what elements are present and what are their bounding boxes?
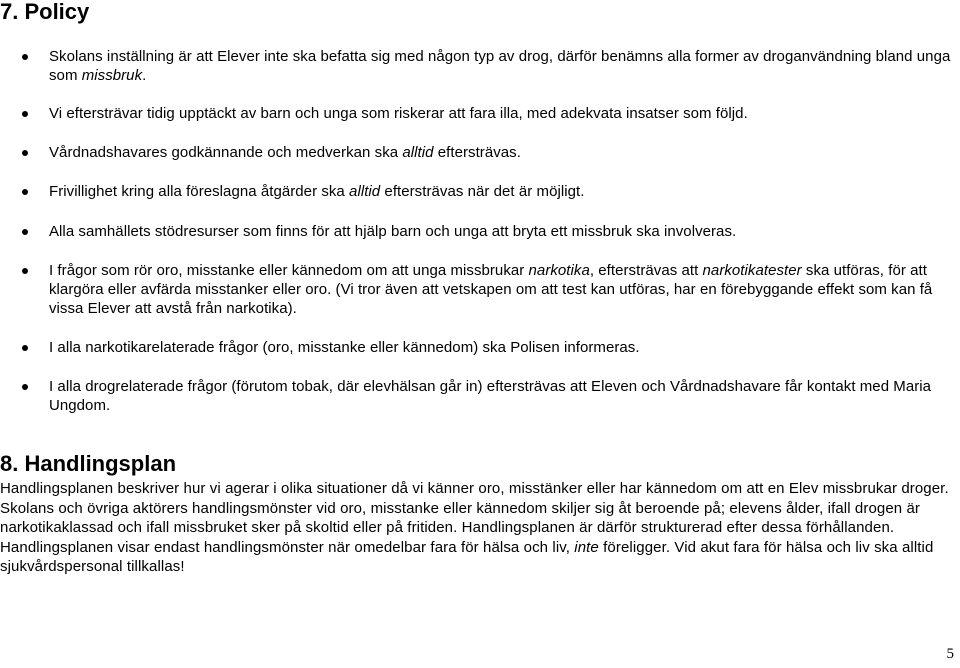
section-7-heading: 7. Policy	[0, 0, 90, 24]
text-run: föreligger. Vid akut fara för hälsa och liv ska alltid sjukvårdspersonal tillkallas!	[0, 538, 934, 575]
bullet-text	[49, 182, 957, 201]
bullet-text	[49, 338, 957, 357]
bullet-text	[49, 377, 957, 415]
text-run: Alla samhällets stödresurser som finns för att hjälp barn och unga att bryta ett missbruk ska involveras.	[49, 223, 737, 240]
emphasis-text: inte	[574, 538, 599, 556]
text-run: eftersträvas.	[433, 144, 521, 161]
page-number: 5	[946, 646, 954, 662]
text-run: Vårdnadshavares godkännande och medverkan ska	[49, 144, 403, 161]
bullet-text	[49, 47, 957, 85]
bullet-icon	[22, 268, 28, 274]
bullet-text	[49, 222, 957, 241]
text-run: , eftersträvas att	[589, 262, 703, 279]
bullet-icon	[22, 111, 28, 117]
bullet-icon	[22, 54, 28, 60]
text-run: I alla narkotikarelaterade frågor (oro, misstanke eller kännedom) ska Polisen informeras.	[49, 339, 640, 356]
bullet-icon	[22, 345, 28, 351]
emphasis-text: narkotikatester	[702, 262, 802, 279]
emphasis-text: narkotika	[528, 262, 590, 279]
bullet-text	[49, 143, 957, 162]
emphasis-text: alltid	[402, 144, 434, 161]
handlingsplan-paragraph	[0, 479, 955, 577]
text-run: Vi eftersträvar tidig upptäckt av barn och unga som riskerar att fara illa, med adekvata insatser som följd.	[49, 105, 748, 122]
section-8-heading: 8. Handlingsplan	[0, 451, 177, 476]
emphasis-text: alltid	[349, 183, 381, 200]
text-run: Skolans inställning är att Elever inte ska befatta sig med någon typ av drog, därför benämns alla former av droganvändning bland unga som	[49, 48, 951, 84]
bullet-icon	[22, 150, 28, 156]
text-run: ska utföras, för att klargöra eller avfärda misstanker eller oro. (Vi tror även att vetskapen om att test kan utföras, har en förebyggande effekt som kan få vissa Elever att avstå från narkotika).	[49, 262, 933, 317]
text-run: I frågor som rör oro, misstanke eller kännedom om att unga missbrukar	[49, 262, 529, 279]
bullet-text	[49, 104, 957, 123]
text-run: .	[142, 67, 147, 84]
bullet-icon	[22, 189, 28, 195]
bullet-text	[49, 261, 957, 318]
text-run: Frivillighet kring alla föreslagna åtgärder ska	[49, 183, 350, 200]
text-run: Handlingsplanen beskriver hur vi agerar i olika situationer då vi känner oro, misstänker eller har kännedom om att en Elev missbrukar droger. Skolans och övriga aktörers handlingsmönster vid oro, misstanke eller kännedom skiljer sig åt beroende på; elevens ålder, ifall drogen är narkotikaklassad och ifall missbruket sker på skoltid eller på fritiden. Handlingsplanen är därför strukturerad efter dessa förhållanden. Handlingsplanen visar endast handlingsmönster när omedelbar fara för hälsa och liv,	[0, 480, 949, 556]
text-run: eftersträvas när det är möjligt.	[380, 183, 585, 200]
text-run: I alla drogrelaterade frågor (förutom tobak, där elevhälsan går in) eftersträvas att Eleven och Vårdnadshavare får kontakt med Maria Ungdom.	[49, 378, 932, 414]
emphasis-text: missbruk	[81, 67, 143, 84]
bullet-icon	[22, 384, 28, 390]
bullet-icon	[22, 229, 28, 235]
